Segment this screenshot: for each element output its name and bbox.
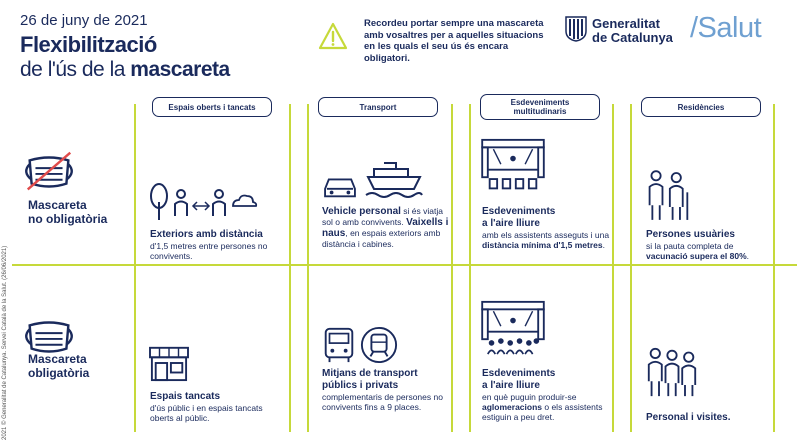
grid-line [12, 264, 797, 266]
row-label-not-required: Mascareta no obligatòria [28, 198, 108, 226]
cell-personal-vehicle: Vehicle personal si és viatja sol o amb convivents. Vaixells i naus, en espais exteriors amb distància i cabines. [322, 206, 449, 249]
outdoor-distance-icon [148, 182, 260, 222]
bus-icon [322, 326, 356, 364]
grid-line [289, 104, 291, 432]
grid-line [451, 104, 453, 432]
ship-icon [364, 158, 424, 200]
grid-line [630, 104, 632, 432]
grid-line [134, 104, 136, 432]
warning-icon [318, 22, 348, 50]
grid-line [612, 104, 614, 432]
column-header-events: Esdeveniments multitudinaris [480, 94, 600, 120]
shop-icon [148, 344, 190, 382]
cell-event-crowd: Esdeveniments a l'aire lliure en què puguin produir-se aglomeracions o els assistents estiguin a peu dret. [482, 368, 603, 422]
column-header-transport: Transport [318, 97, 438, 117]
train-icon [360, 326, 398, 364]
cell-residents: Persones usuàries si la pauta completa de vacunació supera el 80%. [646, 229, 750, 261]
cell-indoor-spaces: Espais tancats d'ús públic i en espais tancats oberts al públic. [150, 391, 263, 423]
grid-line [469, 104, 471, 432]
cell-outdoors: Exteriors amb distància d'1,5 metres entre persones no convivents. [150, 229, 268, 261]
stage-crowd-icon [480, 300, 546, 356]
car-icon [320, 172, 360, 200]
cell-public-transport: Mitjans de transport públics i privats complementaris de persones no convivents fins a 9 places. [322, 368, 443, 412]
row-label-required: Mascareta obligatòria [28, 352, 90, 380]
crossed-mask-icon [20, 150, 78, 194]
date: 26 de juny de 2021 [20, 12, 148, 29]
cell-staff-visitors: Personal i visites. [646, 412, 731, 423]
grid-line [307, 104, 309, 432]
grid-line [773, 104, 775, 432]
notice-text: Recordeu portar sempre una mascareta amb vosaltres per a aquelles situacions en les quals el seu ús és encara obligatori. [364, 18, 544, 64]
credit-text: 2021 © Generalitat de Catalunya. Servei Català de la Salut. (26/06/2021) [2, 245, 8, 440]
elderly-people-icon [645, 168, 691, 224]
column-header-spaces: Espais oberts i tancats [152, 97, 272, 117]
title-line1: Flexibilització [20, 32, 157, 57]
generalitat-name: Generalitat de Catalunya [592, 16, 673, 45]
title-line2: de l'ús de la mascareta [20, 58, 230, 81]
staff-visitors-icon [645, 346, 699, 398]
column-header-residences: Residències [641, 97, 761, 117]
generalitat-logo-icon [565, 16, 587, 42]
cell-event-seated: Esdeveniments a l'aire lliure amb els assistents asseguts i una distància mínima d'1,5 metres. [482, 206, 610, 250]
stage-seated-icon [480, 138, 546, 194]
salut-logo: /Salut [690, 12, 762, 44]
